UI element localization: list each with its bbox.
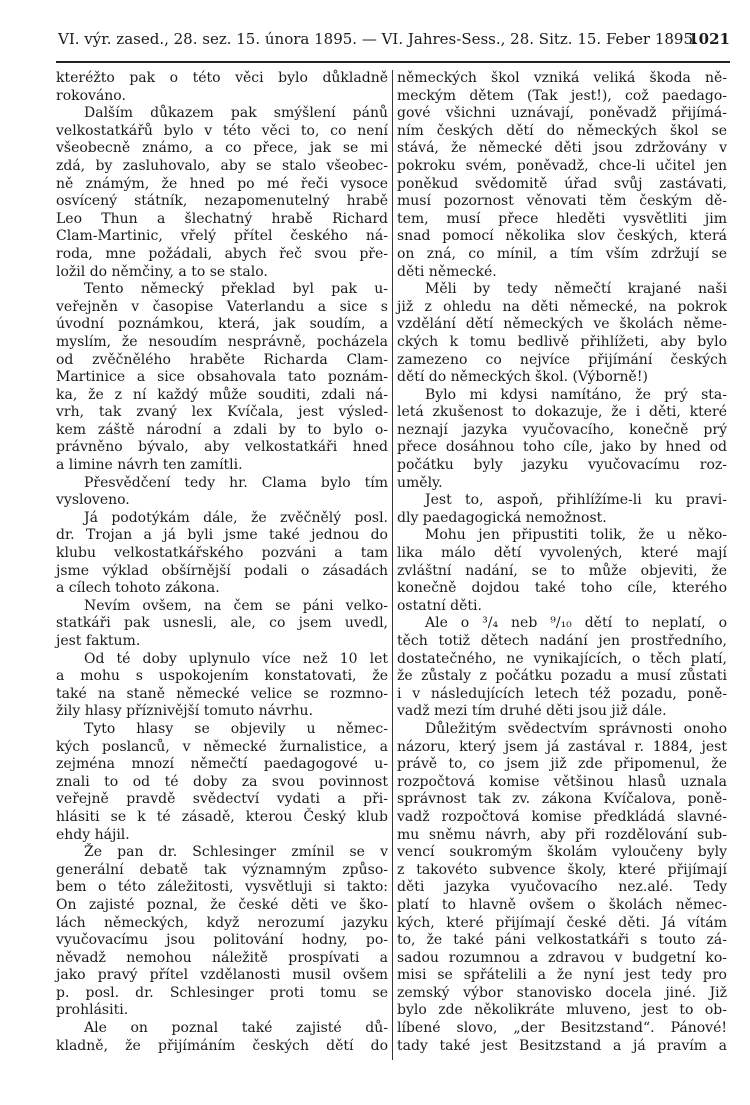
text-line: Dalším důkazem pak smýšlení pánů <box>84 105 388 122</box>
text-line: tem, musí přece hleděti vysvětliti jim <box>397 210 727 227</box>
text-line: Clam-Martinic, vřelý přítel českého ná- <box>56 228 388 245</box>
text-line: že zůstaly z počátku pozadu a musí zůstati <box>397 668 727 685</box>
text-line: rozpočtová komise většinou hlasů uznala <box>397 773 727 790</box>
text-line: ckých k tomu bedlivě přihlížeti, aby bylo <box>397 333 727 350</box>
text-line: úvodní poznámkou, která, jak soudím, a <box>56 316 388 333</box>
right-column <box>397 70 727 1055</box>
text-line: ložil do němčiny, a to se stalo. <box>56 263 268 280</box>
text-line: klubu velkostatkářského pozváni a tam <box>56 545 388 562</box>
text-line: i v následujících letech též pozadu, poně- <box>397 685 727 702</box>
text-line: letá zkušenost to dokazuje, že i děti, které <box>397 404 727 421</box>
text-line: musí pozornost věnovati těm českým dě- <box>397 193 727 210</box>
text-line: snad pomocí několika slov českých, která <box>397 228 727 245</box>
text-line: p. posl. dr. Schlesinger proti tomu se <box>56 984 388 1001</box>
text-line: mu sněmu návrh, aby při rozdělování sub- <box>397 826 727 843</box>
text-line: jest faktum. <box>56 633 141 649</box>
paragraph <box>397 281 727 387</box>
text-line: dostatečného, ne vynikajících, o těch platí, <box>397 650 727 667</box>
text-line: On zajisté poznal, že české děti ve ško- <box>56 896 388 913</box>
text-line: ně známým, že hned po mé řeči vysoce <box>56 175 388 192</box>
text-line: ostatní děti. <box>397 597 482 614</box>
text-line: vyučovacímu jsou politování hodny, po- <box>56 932 388 949</box>
paragraph <box>56 510 388 598</box>
text-line: Já podotýkám dále, že zvěčnělý posl. <box>84 509 388 526</box>
text-line: Ale on poznal také zajisté dů- <box>84 1020 388 1037</box>
text-line: zvláštní nadání, se to může objeviti, že <box>397 562 727 579</box>
text-line: Ale o ³/₄ neb ⁹/₁₀ dětí to neplatí, o <box>425 615 727 632</box>
text-line: vrh, tak zvaný lex Kvíčala, jest výsled- <box>56 404 388 421</box>
text-line: Tyto hlasy se objevily u němec- <box>84 720 388 737</box>
text-line: prohlásiti. <box>56 1002 129 1019</box>
text-line: dly paedagogická nemožnost. <box>397 509 607 526</box>
text-line: jako pravý přítel vzdělanosti musil ovšem <box>56 967 388 984</box>
text-line: dětí do německých škol. (Výborně!) <box>397 369 648 386</box>
text-line: rokováno. <box>56 87 126 104</box>
text-line: veřejně pravdě svědectví vydati a při- <box>56 791 388 808</box>
text-line: on zná, co mínil, a tím vším zdržují se <box>397 245 727 262</box>
text-line: všeobecně známo, a co přece, jak se mi <box>56 140 388 157</box>
text-line: znali to od té doby za svou povinnost <box>56 773 388 790</box>
text-line: žily hlasy příznivější tomuto návrhu. <box>56 703 314 720</box>
text-line: právě to, co jsem již zde připomenul, že <box>397 756 727 773</box>
paragraph <box>397 70 727 281</box>
paragraph <box>56 844 388 1020</box>
paragraph <box>56 105 388 281</box>
text-line: konečně dojdou také toho cíle, kterého <box>397 580 727 597</box>
text-line: bem o této záležitosti, vysvětluji si takto: <box>56 879 388 896</box>
text-line: pokroku svém, poněvadž, chce-li učitel jen <box>397 157 727 174</box>
text-line: gové všichni uznávají, poněvadž přijímá- <box>397 105 727 122</box>
text-line: právněno bývalo, aby velkostatkáři hned <box>56 439 388 456</box>
text-line: velkostatkářů bylo v této věci to, co není <box>56 122 388 139</box>
text-line: od zvěčnělého hraběte Richarda Clam- <box>56 351 388 368</box>
text-line: zdá, by zasluhovalo, aby se stalo všeobec- <box>56 157 388 174</box>
text-line: kem záště národní a zdali by to bylo o- <box>56 421 388 438</box>
text-line: přece dosáhnou toho cíle, jako by hned od <box>397 439 727 456</box>
text-line: myslím, že nesoudím nesprávně, pocházela <box>56 333 388 350</box>
text-line: veřejněn v časopise Vaterlandu a sice s <box>56 298 388 315</box>
text-line: a mohu s uspokojením konstatovati, že <box>56 668 388 685</box>
paragraph <box>56 721 388 844</box>
paragraph <box>56 281 388 475</box>
text-line: Jest to, aspoň, přihlížíme-li ku pravi- <box>425 492 727 509</box>
text-line: líbené slovo, „der Besitzstand“. Pánové! <box>397 1020 727 1037</box>
text-line: již z ohledu na děti německé, na pokrok <box>397 298 727 315</box>
left-column <box>56 70 388 1055</box>
paragraph <box>397 527 727 615</box>
text-line: zamezeno co nejvíce přijímání českých <box>397 351 727 368</box>
text-line: a limine návrh ten zamítli. <box>56 457 243 474</box>
text-line: kých poslanců, v německé žurnalistice, a <box>56 738 388 755</box>
text-line: bylo zde několikráte mluveno, jest to ob- <box>397 1002 727 1019</box>
text-line: Přesvědčení tedy hr. Clama bylo tím <box>84 474 388 491</box>
paragraph <box>56 70 388 105</box>
text-line: statkáři pak usnesli, ale, co jsem uvedl, <box>56 615 388 632</box>
text-line: Důležitým svědectvím správnosti onoho <box>425 720 727 737</box>
text-line: vadž mezi tím druhé děti jsou již dále. <box>397 703 667 720</box>
text-line: těch totiž dětech nadání jen prostředního, <box>397 633 727 649</box>
text-line: z takovéto subvence školy, které přijímají <box>397 861 727 878</box>
paragraph <box>397 721 727 1055</box>
text-line: Mohu jen připustiti tolik, že u něko- <box>425 527 727 544</box>
paragraph <box>397 492 727 527</box>
text-line: jsme výklad obšírnější podali o zásadách <box>56 562 388 579</box>
paragraph <box>397 387 727 493</box>
paragraph <box>56 475 388 510</box>
text-line: generální debatě tak významným způso- <box>56 861 388 878</box>
text-line: a cílech tohoto zákona. <box>56 580 220 597</box>
header-rule <box>56 61 730 63</box>
text-line: misi se spřátelili a že nyní jest tedy pro <box>397 967 727 984</box>
text-line: lika málo dětí vyvolených, které mají <box>397 545 727 562</box>
text-line: německých škol vzniká veliká škoda ně- <box>397 70 727 86</box>
column-divider <box>392 70 393 1060</box>
paragraph <box>397 615 727 721</box>
header-title: VI. výr. zased., 28. sez. 15. února 1895. — VI. Jahres-Sess., 28. Sitz. 15. Feber 1895. <box>58 30 698 48</box>
text-line: zejména mnozí němečtí paedagogové u- <box>56 756 388 773</box>
text-line: uměly. <box>397 474 443 491</box>
text-line: platí to hlavně ovšem o školách němec- <box>397 896 727 913</box>
text-line: lách německých, když nerozumí jazyku <box>56 914 388 931</box>
text-line: Martinice a sice obsahovala tato poznám- <box>56 369 388 386</box>
text-line: stává, že německé děti jsou zdržovány v <box>397 140 727 157</box>
text-line: vencí soukromým školám vyloučeny byly <box>397 844 727 861</box>
text-line: hlásiti se k té zásadě, kterou Český klub <box>56 808 388 825</box>
text-line: poněkud svědomitě úřad svůj zastávati, <box>397 175 727 192</box>
running-header <box>58 27 730 51</box>
text-line: správnost tak zv. zákona Kvíčalova, poně- <box>397 791 727 808</box>
text-line: kteréžto pak o této věci bylo důkladně <box>56 70 388 86</box>
text-line: také na staně německé velice se rozmno- <box>56 685 388 702</box>
text-line: Měli by tedy němečtí krajané naši <box>425 281 727 298</box>
text-line: dr. Trojan a já byli jsme také jednou do <box>56 527 388 544</box>
text-line: vadž rozpočtová komise předkládá slavné- <box>397 808 727 825</box>
text-line: děti německé. <box>397 263 497 280</box>
text-line: Leo Thun a šlechatný hrabě Richard <box>56 210 388 227</box>
text-line: počátku byly jazyku vyučovacímu roz- <box>397 457 727 474</box>
text-line: sadou rozumnou a zdravou v budgetní ko- <box>397 949 727 966</box>
text-line: Bylo mi kdysi namítáno, že prý sta- <box>425 386 727 403</box>
text-line: tady také jest Besitzstand a já pravím a <box>397 1037 727 1054</box>
paragraph <box>56 651 388 721</box>
paragraph <box>56 598 388 651</box>
text-line: Nevím ovšem, na čem se páni velko- <box>84 597 388 614</box>
text-line: kých, které přijímají české děti. Já vítám <box>397 914 727 931</box>
text-line: názoru, který jsem já zastával r. 1884, jest <box>397 738 727 755</box>
text-line: ka, že z ní každý může souditi, zdali ná- <box>56 386 388 403</box>
text-line: Od té doby uplynulo více než 10 let <box>84 650 388 667</box>
text-line: kladně, že přijímáním českých dětí do <box>56 1037 388 1054</box>
page-number: 1021 <box>688 30 730 48</box>
text-line: osvícený státník, nezapomenutelný hrabě <box>56 193 388 210</box>
text-line: vysloveno. <box>56 492 130 509</box>
text-line: něvadž nemohou náležitě prospívati a <box>56 949 388 966</box>
text-line: Že pan dr. Schlesinger zmínil se v <box>84 844 388 861</box>
text-line: zemský výbor stanovisko docela jiné. Již <box>397 984 727 1001</box>
text-line: roda, mne požádali, abych řeč svou pře- <box>56 245 388 262</box>
text-line: vzdělání dětí německých ve školách něme- <box>397 316 727 333</box>
text-line: neznají jazyka vyučovacího, konečně prý <box>397 421 727 438</box>
text-line: meckým dětem (Tak jest!), což paedago- <box>397 87 727 104</box>
text-line: Tento německý překlad byl pak u- <box>84 281 388 298</box>
text-line: ehdy hájil. <box>56 826 130 843</box>
text-line: ním českých dětí do německých škol se <box>397 122 727 139</box>
paragraph <box>56 1020 388 1055</box>
text-line: děti jazyka vyučovacího nez.alé. Tedy <box>397 879 727 896</box>
text-line: to, že také páni velkostatkáři s touto zá- <box>397 932 727 949</box>
